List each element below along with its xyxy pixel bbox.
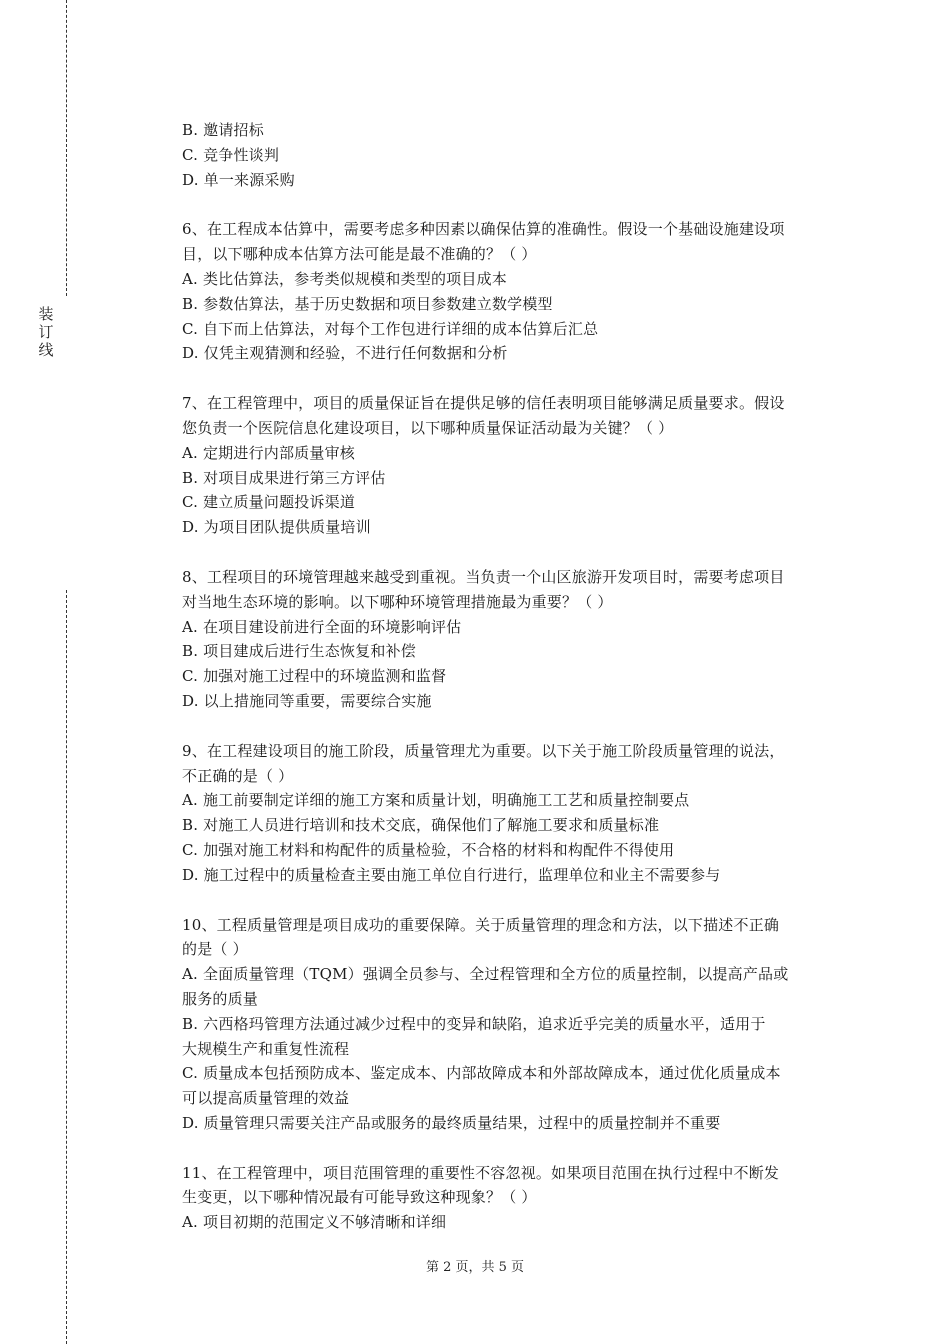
page-number: 第 2 页，共 5 页 xyxy=(425,1260,525,1275)
option-line: D. 施工过程中的质量检查主要由施工单位自行进行，监理单位和业主不需要参与 xyxy=(182,865,721,884)
question-content xyxy=(182,118,840,1235)
option-line: 可以提高质量管理的效益 xyxy=(182,1089,350,1108)
question-11 xyxy=(182,1161,840,1235)
question-stem-line: 9、在工程建设项目的施工阶段，质量管理尤为重要。以下关于施工阶段质量管理的说法， xyxy=(182,741,785,760)
option-line: D. 为项目团队提供质量培训 xyxy=(182,518,371,537)
question-stem-line: 6、在工程成本估算中，需要考虑多种因素以确保估算的准确性。假设一个基础设施建设项 xyxy=(182,220,785,239)
option-line: C. 自下而上估算法，对每个工作包进行详细的成本估算后汇总 xyxy=(182,319,599,338)
question-9 xyxy=(182,739,840,888)
option-line: A. 定期进行内部质量审核 xyxy=(182,443,355,462)
option-line: B. 六西格玛管理方法通过减少过程中的变异和缺陷，追求近乎完美的质量水平，适用于 xyxy=(182,1014,766,1033)
option-line: B. 项目建成后进行生态恢复和补偿 xyxy=(182,642,416,661)
page-footer xyxy=(0,1256,950,1275)
question-stem-line: 11、在工程管理中，项目范围管理的重要性不容忽视。如果项目范围在执行过程中不断发 xyxy=(182,1163,780,1182)
question-stem-line: 8、工程项目的环境管理越来越受到重视。当负责一个山区旅游开发项目时，需要考虑项目 xyxy=(182,567,785,586)
question-stem-line: 生变更，以下哪种情况最有可能导致这种现象？（ ） xyxy=(182,1188,537,1207)
option-line: A. 项目初期的范围定义不够清晰和详细 xyxy=(182,1213,447,1232)
question-stem-line: 的是（ ） xyxy=(182,940,248,959)
question-6 xyxy=(182,217,840,366)
option-line: D. 单一来源采购 xyxy=(182,170,295,189)
question-stem-line: 不正确的是（ ） xyxy=(182,766,294,785)
option-line: 大规模生产和重复性流程 xyxy=(182,1039,350,1058)
option-line: C. 建立质量问题投诉渠道 xyxy=(182,493,356,512)
question-stem-line: 10、工程质量管理是项目成功的重要保障。关于质量管理的理念和方法，以下描述不正确 xyxy=(182,915,780,934)
option-line: A. 在项目建设前进行全面的环境影响评估 xyxy=(182,617,462,636)
question-10 xyxy=(182,913,840,1136)
binding-line-bottom xyxy=(66,590,67,1344)
option-line: C. 加强对施工材料和构配件的质量检验，不合格的材料和构配件不得使用 xyxy=(182,840,675,859)
question-stem-line: 对当地生态环境的影响。以下哪种环境管理措施最为重要？（ ） xyxy=(182,592,613,611)
question-stem-line: 7、在工程管理中，项目的质量保证旨在提供足够的信任表明项目能够满足质量要求。假设 xyxy=(182,394,785,413)
option-line: D. 以上措施同等重要，需要综合实施 xyxy=(182,691,432,710)
option-line: D. 质量管理只需要关注产品或服务的最终质量结果，过程中的质量控制并不重要 xyxy=(182,1113,721,1132)
option-line: C. 质量成本包括预防成本、鉴定成本、内部故障成本和外部故障成本，通过优化质量成本 xyxy=(182,1064,781,1083)
binding-label-char: 线 xyxy=(38,341,54,359)
option-line: A. 施工前要制定详细的施工方案和质量计划，明确施工工艺和质量控制要点 xyxy=(182,791,690,810)
option-line: C. 竞争性谈判 xyxy=(182,145,280,164)
continued-question xyxy=(182,118,840,192)
binding-label-char: 装 xyxy=(38,305,54,323)
question-7 xyxy=(182,391,840,540)
question-8 xyxy=(182,565,840,714)
option-line: B. 对施工人员进行培训和技术交底，确保他们了解施工要求和质量标准 xyxy=(182,816,660,835)
option-line: A. 全面质量管理（TQM）强调全员参与、全过程管理和全方位的质量控制，以提高产品或 xyxy=(182,965,789,984)
option-line: B. 参数估算法，基于历史数据和项目参数建立数学模型 xyxy=(182,294,553,313)
question-stem-line: 您负责一个医院信息化建设项目，以下哪种质量保证活动最为关键？（ ） xyxy=(182,418,674,437)
binding-line-top xyxy=(66,0,67,296)
option-line: C. 加强对施工过程中的环境监测和监督 xyxy=(182,667,447,686)
option-line: D. 仅凭主观猜测和经验，不进行任何数据和分析 xyxy=(182,344,508,363)
option-line: B. 邀请招标 xyxy=(182,121,264,139)
option-line: A. 类比估算法，参考类似规模和类型的项目成本 xyxy=(182,269,507,288)
option-line: B. 对项目成果进行第三方评估 xyxy=(182,468,386,487)
binding-label xyxy=(36,305,56,359)
binding-label-char: 订 xyxy=(38,323,54,341)
question-stem-line: 目，以下哪种成本估算方法可能是最不准确的？（ ） xyxy=(182,245,537,264)
option-line: 服务的质量 xyxy=(182,989,259,1008)
